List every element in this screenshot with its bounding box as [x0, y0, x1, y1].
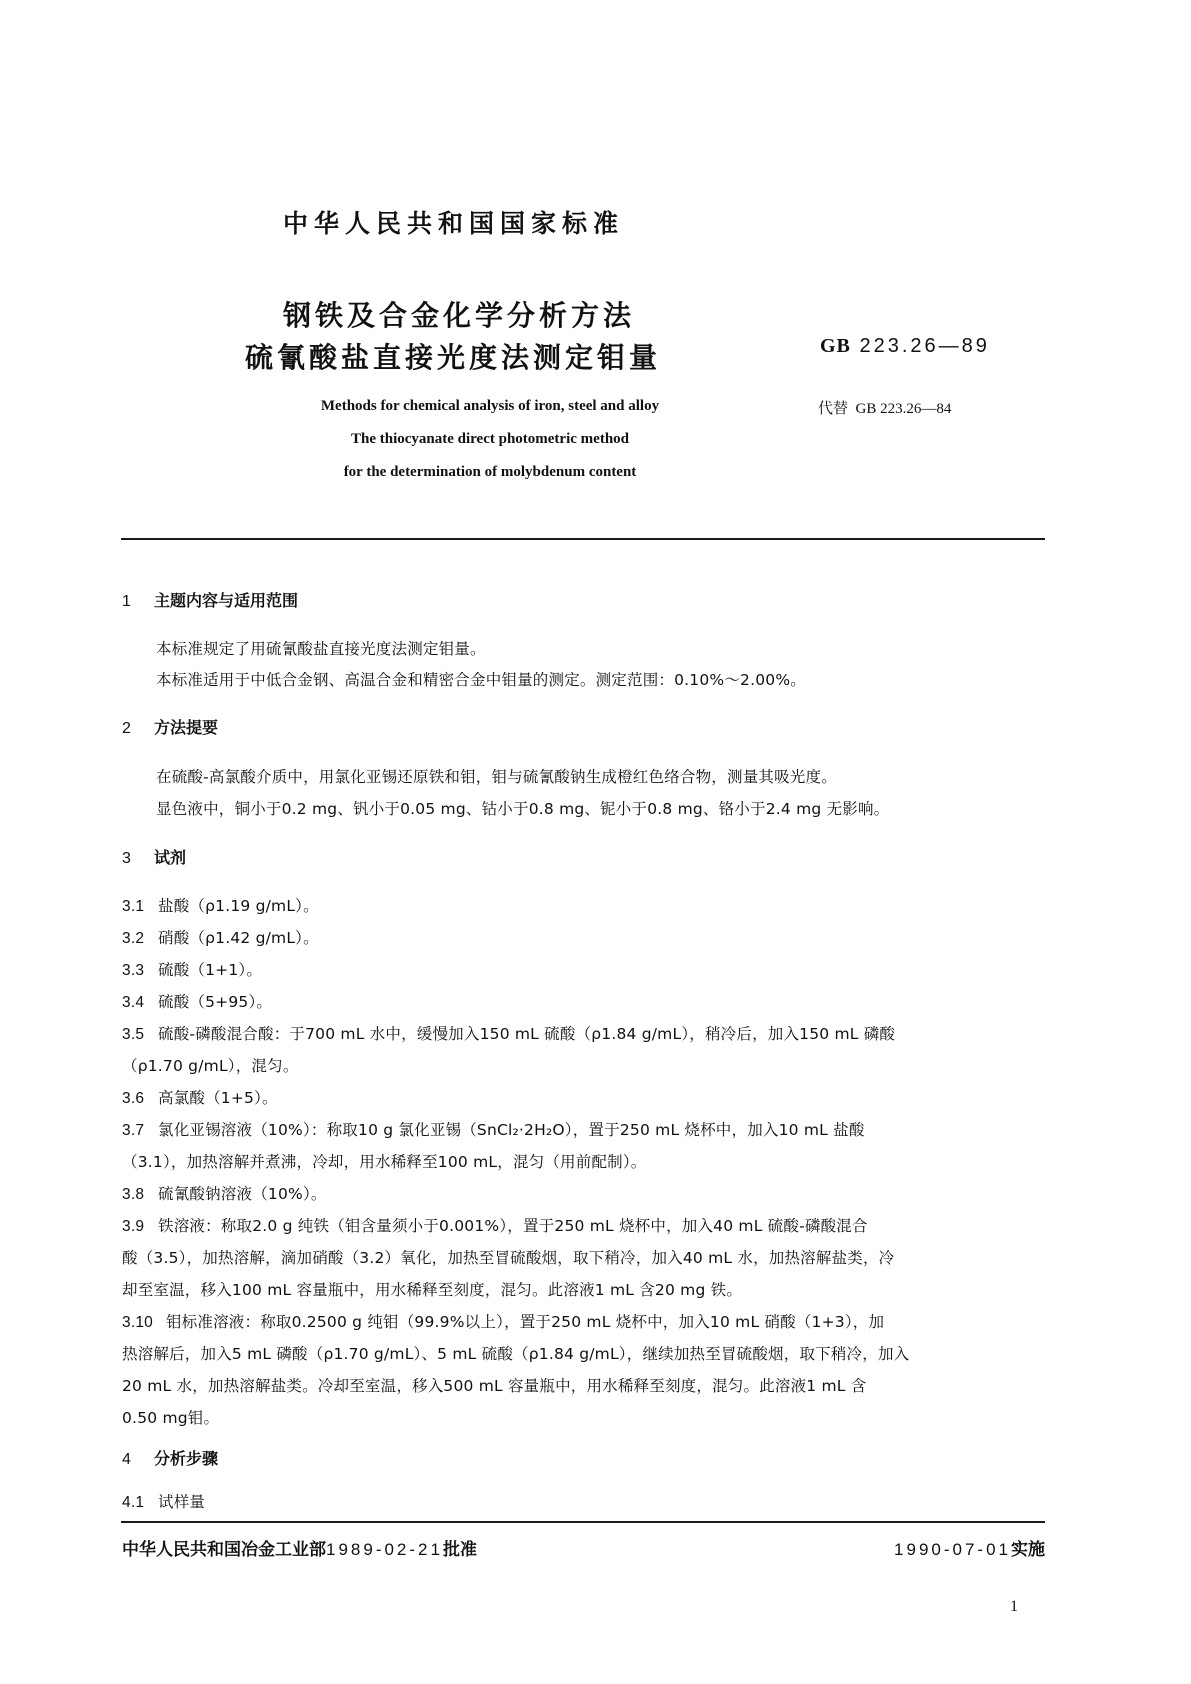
reagent-3-4: 3.4 硫酸（5+95）。	[122, 993, 273, 1011]
standard-name: 中华人民共和国国家标准	[283, 209, 625, 238]
subsection-4-1: 4.1 试样量	[122, 1493, 206, 1511]
issuer: 中华人民共和国冶金工业部	[122, 1540, 326, 1560]
reagent-3-10-cont-3: 0.50 mg钼。	[122, 1409, 220, 1427]
reagent-3-9-cont-1: 酸（3.5），加热溶解，滴加硝酸（3.2）氧化，加热至冒硫酸烟，取下稍冷，加入40 mL 水，加热溶解盐类，冷	[122, 1249, 895, 1267]
section-2-para-2: 显色液中，铜小于0.2 mg、钒小于0.05 mg、钴小于0.8 mg、铌小于0.8 mg、铬小于2.4 mg 无影响。	[156, 800, 890, 818]
section-2-para-1: 在硫酸-高氯酸介质中，用氯化亚锡还原铁和钼，钼与硫氰酸钠生成橙红色络合物，测量其吸光度。	[156, 768, 837, 786]
section-1-heading	[122, 588, 298, 611]
section-3-heading	[122, 845, 186, 868]
title-cn-line1: 钢铁及合金化学分析方法	[283, 299, 636, 332]
footer-divider	[121, 1521, 1045, 1523]
reagent-3-10-cont-2: 20 mL 水，加热溶解盐类。冷却至室温，移入500 mL 容量瓶中，用水稀释至刻度，混匀。此溶液1 mL 含	[122, 1377, 867, 1395]
code-prefix: GB	[820, 335, 851, 357]
title-en-line1: Methods for chemical analysis of iron, steel and alloy	[320, 398, 660, 414]
reagent-3-7: 3.7 氯化亚锡溶液（10%）：称取10 g 氯化亚锡（SnCl₂·2H₂O），置于250 mL 烧杯中，加入10 mL 盐酸	[122, 1121, 865, 1139]
title-en-line2: The thiocyanate direct photometric method	[350, 431, 629, 447]
reagent-3-6: 3.6 高氯酸（1+5）。	[122, 1089, 278, 1107]
section-number: 1	[122, 593, 131, 610]
reagent-3-10: 3.10 钼标准溶液：称取0.2500 g 纯钼（99.9%以上），置于250 mL 烧杯中，加入10 mL 硝酸（1+3），加	[122, 1313, 885, 1331]
reagent-3-10-cont-1: 热溶解后，加入5 mL 磷酸（ρ1.70 g/mL）、5 mL 硫酸（ρ1.84 g/mL），继续加热至冒硫酸烟，取下稍冷，加入	[122, 1345, 910, 1363]
reagent-3-1: 3.1 盐酸（ρ1.19 g/mL）。	[122, 897, 319, 915]
section-number: 3	[122, 850, 131, 867]
section-title: 试剂	[154, 848, 187, 867]
section-title: 主题内容与适用范围	[154, 591, 299, 610]
replaces-label: 代替	[818, 401, 849, 417]
approval-date: 1989-02-21	[326, 1540, 443, 1559]
approval-line	[122, 1535, 477, 1560]
reagent-3-2: 3.2 硝酸（ρ1.42 g/mL）。	[122, 929, 319, 947]
effective-label: 实施	[1011, 1540, 1045, 1560]
section-1-para-1: 本标准规定了用硫氰酸盐直接光度法测定钼量。	[156, 640, 486, 658]
page-number: 1	[1010, 1598, 1018, 1615]
reagent-3-5-cont: （ρ1.70 g/mL），混匀。	[122, 1057, 299, 1075]
reagent-3-9: 3.9 铁溶液：称取2.0 g 纯铁（钼含量须小于0.001%），置于250 mL 烧杯中，加入40 mL 硫酸-磷酸混合	[122, 1217, 868, 1235]
title-cn-line2: 硫氰酸盐直接光度法测定钼量	[245, 341, 662, 374]
section-2-heading	[122, 715, 218, 738]
title-en-line3: for the determination of molybdenum content	[343, 464, 637, 480]
section-4-heading	[122, 1446, 218, 1469]
standard-code	[820, 335, 990, 358]
reagent-3-7-cont: （3.1），加热溶解并煮沸，冷却，用水稀释至100 mL，混匀（用前配制）。	[122, 1153, 647, 1171]
section-number: 2	[122, 720, 131, 737]
reagent-3-5: 3.5 硫酸-磷酸混合酸：于700 mL 水中，缓慢加入150 mL 硫酸（ρ1.84 g/mL），稍冷后，加入150 mL 磷酸	[122, 1025, 896, 1043]
section-1-para-2: 本标准适用于中低合金钢、高温合金和精密合金中钼量的测定。测定范围：0.10%～2.00%。	[156, 671, 806, 689]
replaces-code: GB 223.26—84	[855, 401, 952, 417]
reagent-3-3: 3.3 硫酸（1+1）。	[122, 961, 263, 979]
reagent-3-9-cont-2: 却至室温，移入100 mL 容量瓶中，用水稀释至刻度，混匀。此溶液1 mL 含20 mg 铁。	[122, 1281, 743, 1299]
approval-label: 批准	[442, 1540, 477, 1560]
effective-line	[894, 1535, 1045, 1560]
section-title: 分析步骤	[154, 1449, 219, 1468]
reagent-3-8: 3.8 硫氰酸钠溶液（10%）。	[122, 1185, 327, 1203]
replaces-note	[818, 397, 951, 418]
code-number: 223.26—89	[859, 335, 990, 357]
section-title: 方法提要	[154, 718, 219, 737]
section-number: 4	[122, 1451, 131, 1468]
header-divider	[121, 538, 1045, 540]
effective-date: 1990-07-01	[894, 1540, 1011, 1559]
